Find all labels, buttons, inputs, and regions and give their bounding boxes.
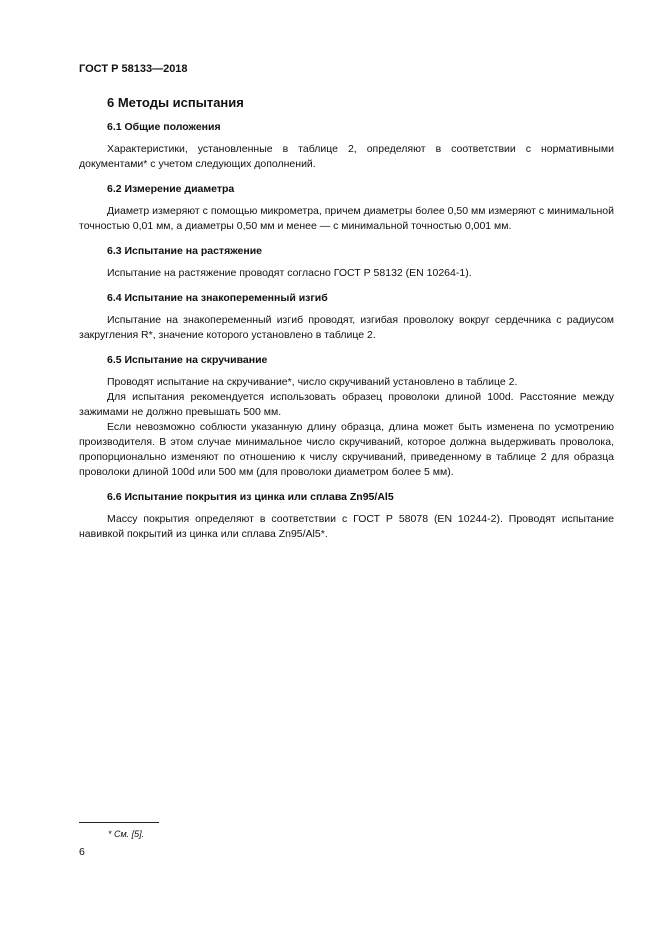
footnote: * См. [5]. [108,829,145,839]
subsection-6-2 [79,182,614,234]
subsection-6-4 [79,291,614,343]
document-body [79,120,614,552]
paragraph: Диаметр измеряют с помощью микрометра, причем диаметры более 0,50 мм измеряют с минимальной точностью 0,01 мм, а диаметры 0,50 мм и менее — с минимальной точностью 0,001 мм. [79,205,614,232]
paragraph: Характеристики, установленные в таблице 2, определяют в соответствии с нормативными документами* с учетом следующих дополнений. [79,143,614,170]
subsection-title: 6.2 Измерение диаметра [107,183,235,195]
subsection-6-5 [79,353,614,480]
paragraph: Для испытания рекомендуется использовать образец проволоки длиной 100d. Расстояние между зажимами не должно превышать 500 мм. [79,391,614,418]
page-number: 6 [79,846,85,858]
subsection-title: 6.6 Испытание покрытия из цинка или сплава Zn95/Al5 [107,491,394,503]
subsection-title: 6.4 Испытание на знакопеременный изгиб [107,292,328,304]
document-header: ГОСТ Р 58133—2018 [79,63,188,75]
paragraph: Проводят испытание на скручивание*, число скручиваний установлено в таблице 2. [107,376,518,388]
section-title: 6 Методы испытания [107,95,244,110]
subsection-title: 6.3 Испытание на растяжение [107,245,262,257]
subsection-6-3 [79,244,614,281]
paragraph: Массу покрытия определяют в соответствии с ГОСТ Р 58078 (EN 10244-2). Проводят испытание навивкой покрытий из цинка или сплава Zn95/Al5*. [79,513,614,540]
paragraph: Испытание на растяжение проводят согласно ГОСТ Р 58132 (EN 10264-1). [107,267,472,279]
subsection-title: 6.1 Общие положения [107,121,221,133]
paragraph: Если невозможно соблюсти указанную длину образца, длина может быть изменена по усмотрению производителя. В этом случае минимальное число скручиваний, которое должна выдерживать проволока, пропорционально изменяют по отношению к числу скручиваний, приведенному в таблице 2 для образца проволоки длиной 100d или 500 мм (для проволоки диаметром более 5 мм). [79,421,614,478]
paragraph: Испытание на знакопеременный изгиб проводят, изгибая проволоку вокруг сердечника с радиусом закругления R*, значение которого установлено в таблице 2. [79,314,614,341]
subsection-6-6 [79,490,614,542]
subsection-title: 6.5 Испытание на скручивание [107,354,268,366]
subsection-6-1 [79,120,614,172]
footnote-rule [79,822,159,823]
